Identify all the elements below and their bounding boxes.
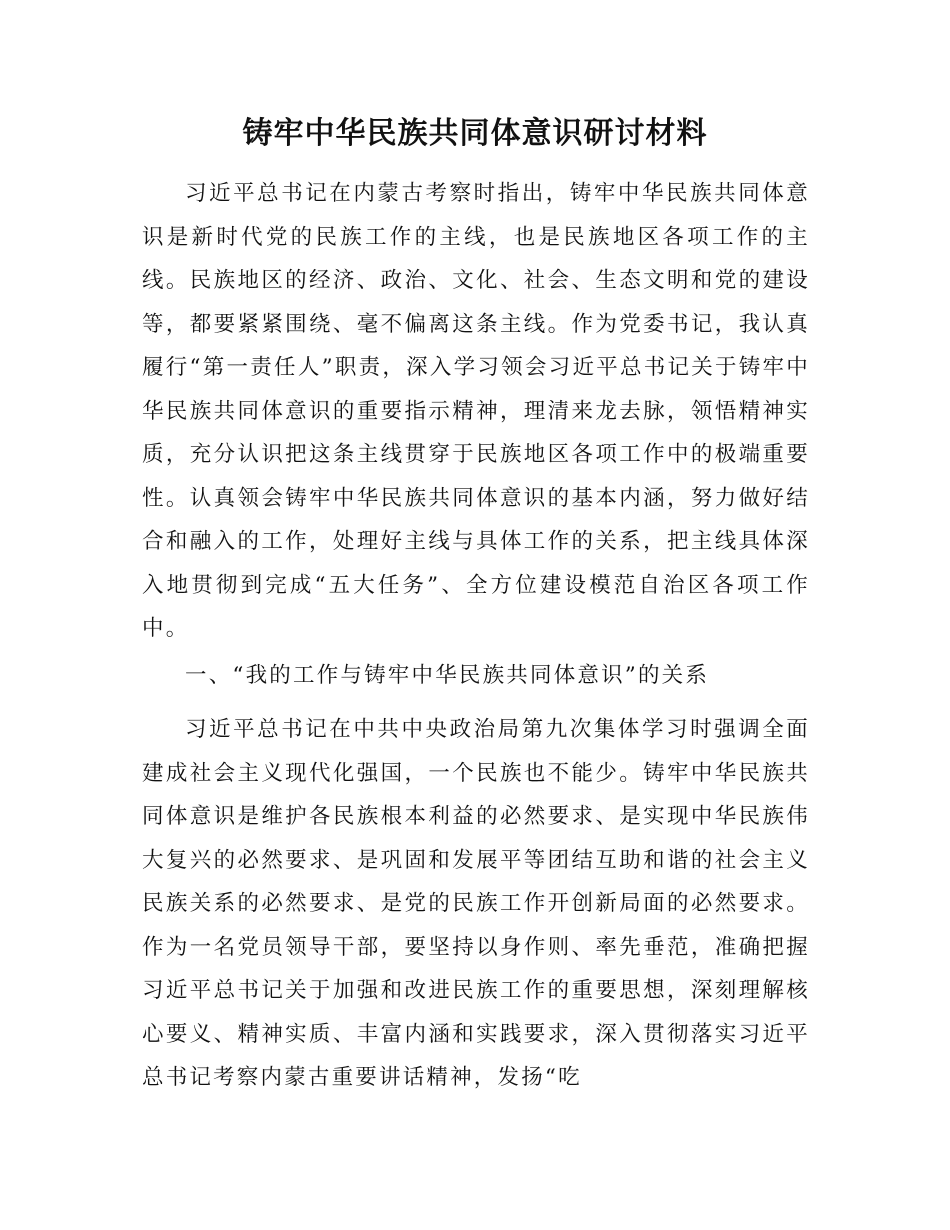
document-title: 铸牢中华民族共同体意识研讨材料: [242, 116, 708, 151]
section-heading: 一、“我的工作与铸牢中华民族共同体意识”的关系: [185, 663, 710, 688]
body-paragraph: 习近平总书记在中共中央政治局第九次集体学习时强调全面建成社会主义现代化强国，一个民族也不能少。铸牢中华民族共同体意识是维护各民族根本利益的必然要求、是实现中华民族伟大复兴的必然要求、是巩固和发展平等团结互助和谐的社会主义民族关系的必然要求、是党的民族工作开创新局面的必然要求。作为一名党员领导干部，要坚持以身作则、率先垂范，准确把握习近平总书记关于加强和改进民族工作的重要思想，深刻理解核心要义、精神实质、丰富内涵和实践要求，深入贯彻落实习近平总书记考察内蒙古重要讲话精神，发扬“吃: [142, 717, 810, 1090]
body-paragraph: 习近平总书记在内蒙古考察时指出，铸牢中华民族共同体意识是新时代党的民族工作的主线，也是民族地区各项工作的主线。民族地区的经济、政治、文化、社会、生态文明和党的建设等，都要紧紧围绕、毫不偏离这条主线。作为党委书记，我认真履行“第一责任人”职责，深入学习领会习近平总书记关于铸牢中华民族共同体意识的重要指示精神，理清来龙去脉，领悟精神实质，充分认识把这条主线贯穿于民族地区各项工作中的极端重要性。认真领会铸牢中华民族共同体意识的基本内涵，努力做好结合和融入的工作，处理好主线与具体工作的关系，把主线具体深入地贯彻到完成“五大任务”、全方位建设模范自治区各项工作中。: [142, 181, 810, 641]
